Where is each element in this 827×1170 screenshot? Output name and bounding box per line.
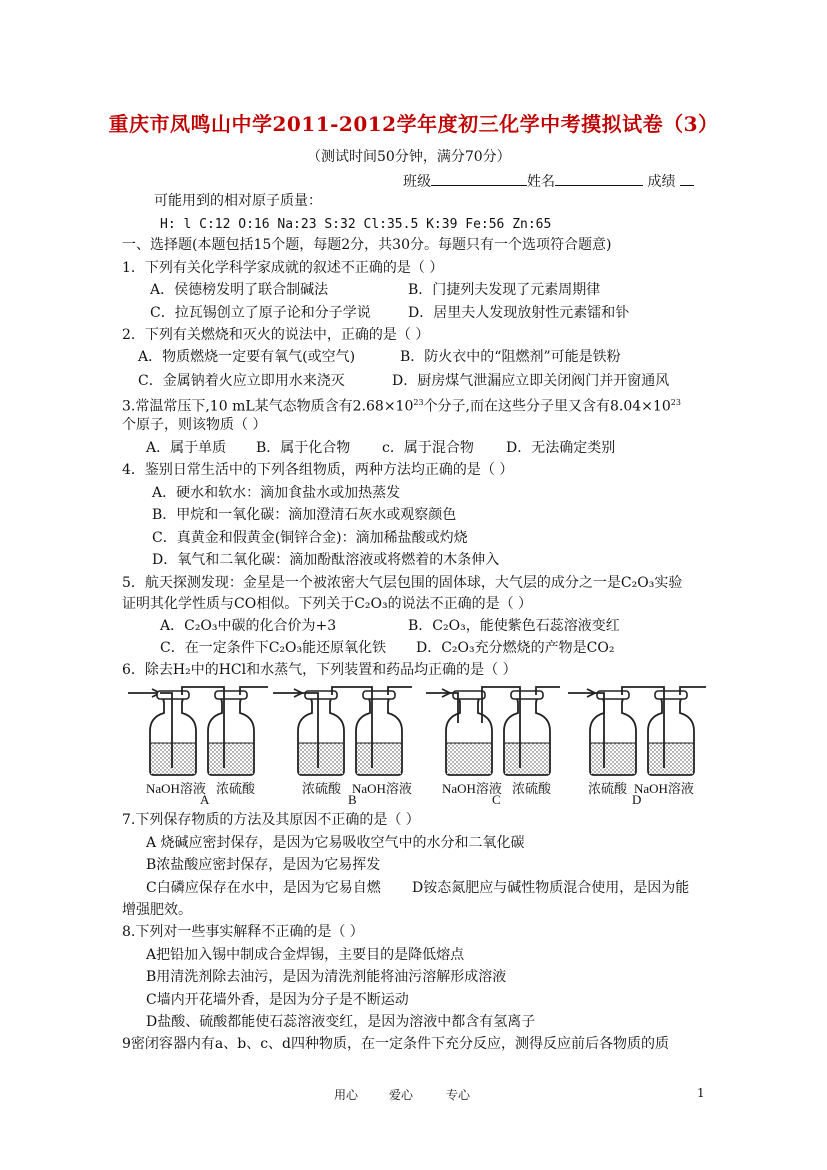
q7-option-c[interactable]: C白磷应保存在水中，是因为它易自燃 (146, 880, 381, 896)
q3-stem-part1: 3.常温常压下,10 mL某气态物质含有2.68×10 (122, 398, 414, 415)
q1-option-d[interactable]: D．居里夫人发现放射性元素镭和钋 (408, 305, 630, 321)
q3-stem-part2: 个分子,而在这些分子里又含有8.04×10 (423, 398, 671, 415)
q6-a-letter[interactable]: A (200, 792, 210, 807)
q7-stem: 7.下列保存物质的方法及其原因不正确的是（ ） (122, 812, 420, 828)
q3-option-c[interactable]: c．属于混合物 (382, 440, 474, 456)
q7-option-d[interactable]: D铵态氮肥应与碱性物质混合使用，是因为能 (412, 880, 690, 896)
name-label: 姓名 (527, 174, 555, 190)
q6-d-left-label: 浓硫酸 (588, 781, 628, 796)
apparatus-a (128, 687, 268, 775)
q8-option-c[interactable]: C墙内开花墙外香，是因为分子是不断运动 (146, 992, 409, 1008)
q3-option-b[interactable]: B．属于化合物 (256, 440, 351, 456)
class-label: 班级 (403, 174, 431, 190)
q5-option-d[interactable]: D．C₂O₃充分燃烧的产物是CO₂ (416, 640, 615, 656)
q6-d-right-label: NaOH溶液 (634, 781, 694, 796)
name-blank[interactable] (555, 170, 643, 186)
q5-option-b[interactable]: B．C₂O₃，能使紫色石蕊溶液变红 (408, 618, 620, 634)
q6-d-letter[interactable]: D (632, 792, 642, 807)
score-label: 成绩 (647, 174, 676, 190)
q2-option-d[interactable]: D．厨房煤气泄漏应立即关闭阀门并开窗通风 (392, 373, 670, 389)
q3-exponent-1: 23 (413, 398, 424, 407)
footer-right: 专心 (446, 1088, 471, 1102)
q2-stem: 2．下列有关燃烧和灭火的说法中，正确的是（ ） (122, 327, 430, 343)
page-number: 1 (697, 1086, 705, 1100)
q1-stem: 1．下列有关化学科学家成就的叙述不正确的是（ ） (122, 260, 444, 276)
footer-left: 用心 (334, 1088, 359, 1102)
q4-stem: 4．鉴别日常生活中的下列各组物质，两种方法均正确的是（ ） (122, 462, 514, 478)
q8-option-d[interactable]: D盐酸、硫酸都能使石蕊溶液变红，是因为溶液中都含有氢离子 (146, 1014, 536, 1030)
q6-b-left-label: 浓硫酸 (302, 781, 342, 796)
q3-stem-line2: 个原子，则该物质（ ） (122, 417, 267, 433)
q6-a-right-label: 浓硫酸 (216, 781, 256, 796)
class-blank[interactable] (431, 170, 527, 186)
q8-option-b[interactable]: B用清洗剂除去油污，是因为清洗剂能将油污溶解形成溶液 (146, 969, 507, 985)
q7-option-a[interactable]: A 烧碱应密封保存，是因为它易吸收空气中的水分和二氧化碳 (146, 835, 525, 851)
q4-option-d[interactable]: D．氧气和二氧化碳：滴加酚酞溶液或将燃着的木条伸入 (152, 552, 500, 568)
q6-b-right-label: NaOH溶液 (352, 781, 412, 796)
q8-option-a[interactable]: A把铅加入锡中制成合金焊锡，主要目的是降低熔点 (146, 947, 465, 963)
apparatus-b (273, 687, 412, 775)
page-title: 重庆市凤鸣山中学2011-2012学年度初三化学中考摸拟试卷（3） (108, 112, 719, 136)
section-one-heading: 一、选择题(本题包括15个题，每题2分，共30分。每题只有一个选项符合题意) (122, 237, 612, 253)
subtitle: （测试时间50分钟，满分70分） (307, 149, 511, 165)
q6-c-left-label: NaOH溶液 (442, 781, 502, 796)
q5-option-a[interactable]: A．C₂O₃中碳的化合价为+3 (160, 618, 337, 634)
q2-option-a[interactable]: A．物质燃烧一定要有氧气(或空气) (138, 349, 356, 365)
score-blank[interactable] (680, 170, 694, 186)
atomic-mass-intro: 可能用到的相对原子质量： (154, 193, 322, 209)
q8-stem: 8.下列对一些事实解释不正确的是（ ） (122, 924, 364, 940)
q7-option-d-cont: 增强肥效。 (122, 902, 192, 918)
apparatus-c (426, 687, 560, 775)
q6-b-letter[interactable]: B (348, 792, 357, 807)
q2-option-c[interactable]: C．金属钠着火应立即用水来浇灭 (138, 373, 345, 389)
q4-option-a[interactable]: A．硬水和软水：滴加食盐水或加热蒸发 (152, 485, 401, 501)
q6-c-right-label: 浓硫酸 (512, 781, 552, 796)
q3-option-a[interactable]: A．属于单质 (146, 440, 227, 456)
q1-option-a[interactable]: A．侯德榜发明了联合制碱法 (150, 282, 329, 298)
q4-option-c[interactable]: C．真黄金和假黄金(铜锌合金)：滴加稀盐酸或灼烧 (152, 530, 468, 546)
atomic-masses: H: l C:12 O:16 Na:23 S:32 Cl:35.5 K:39 Fe:56 Zn:65 (160, 217, 552, 232)
q9-stem: 9密闭容器内有a、b、c、d四种物质，在一定条件下充分反应，测得反应前后各物质的质 (122, 1036, 670, 1052)
q6-a-left-label: NaOH溶液 (146, 781, 206, 796)
q3-exponent-2: 23 (670, 398, 681, 407)
student-info-line (403, 170, 694, 193)
q1-option-b[interactable]: B．门捷列夫发现了元素周期律 (408, 282, 601, 298)
q4-option-b[interactable]: B．甲烷和一氧化碳：滴加澄清石灰水或观察颜色 (152, 507, 457, 523)
q5-stem-line2: 证明其化学性质与CO相似。下列关于C₂O₃的说法不正确的是（ ） (122, 596, 533, 612)
q3-option-d[interactable]: D．无法确定类别 (506, 440, 616, 456)
q2-option-b[interactable]: B．防火衣中的“阻燃剂”可能是铁粉 (400, 349, 621, 365)
q1-option-c[interactable]: C．拉瓦锡创立了原子论和分子学说 (150, 305, 371, 321)
q5-option-c[interactable]: C．在一定条件下C₂O₃能还原氧化铁 (160, 640, 387, 656)
q6-c-letter[interactable]: C (492, 792, 501, 807)
footer-mid: 爱心 (389, 1088, 414, 1102)
apparatus-d (568, 687, 706, 775)
q6-stem: 6．除去H₂中的HCl和水蒸气，下列装置和药品均正确的是（ ） (122, 662, 517, 678)
q5-stem-line1: 5．航天探测发现：金星是一个被浓密大气层包围的固体球，大气层的成分之一是C₂O₃实验 (122, 575, 683, 591)
q7-option-b[interactable]: B浓盐酸应密封保存，是因为它易挥发 (146, 857, 381, 873)
